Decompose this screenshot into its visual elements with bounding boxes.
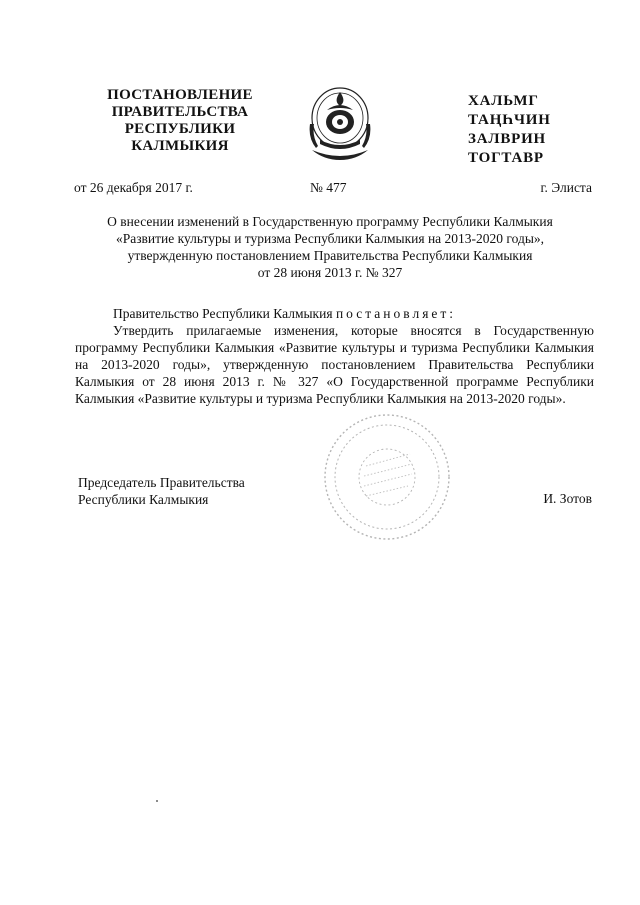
document-date: от 26 декабря 2017 г. xyxy=(74,180,193,195)
kalmykia-coat-of-arms-icon xyxy=(302,80,378,164)
resolution-verb: постановляет: xyxy=(335,306,457,321)
document-body xyxy=(75,305,594,407)
header-line: ЗАЛВРИН xyxy=(468,131,547,147)
header-line: ТОГТАВР xyxy=(468,150,544,166)
header-line: ХАЛЬМГ xyxy=(468,93,539,109)
signatory-line: Председатель Правительства xyxy=(78,475,245,490)
signatory-title xyxy=(78,474,245,508)
header-line: КАЛМЫКИЯ xyxy=(131,138,229,154)
signatory-name: И. Зотов xyxy=(543,491,592,506)
header-line: ТАҢҺЧИН xyxy=(468,112,551,128)
title-line: О внесении изменений в Государственную программу Республики Калмыкия xyxy=(107,214,553,229)
resolution-intro xyxy=(75,305,594,322)
header-line: ПОСТАНОВЛЕНИЕ xyxy=(107,87,253,103)
header-kalmyk xyxy=(468,92,568,168)
scan-speck xyxy=(156,800,158,802)
header-russian xyxy=(100,87,260,155)
signatory-line: Республики Калмыкия xyxy=(78,492,209,507)
header-line: ПРАВИТЕЛЬСТВА xyxy=(111,104,249,120)
resolution-text: Утвердить прилагаемые изменения, которые вносятся в Государственную программу Республики Калмыкия «Развитие культуры и туризма Республики Калмыкия на 2013-2020 годы», утвержденную постановлением Правительства Республики Калмыкия от 28 июня 2013 г. № 327 «О Государственной программе Республики Калмыкия «Развитие культуры и туризма Республики Калмыкия на 2013-2020 годы». xyxy=(75,323,594,406)
title-line: «Развитие культуры и туризма Республики Калмыкия на 2013-2020 годы», xyxy=(115,231,545,246)
official-seal-stamp-icon xyxy=(318,408,456,546)
document-number: № 477 xyxy=(310,180,347,195)
title-line: утвержденную постановлением Правительства Республики Калмыкия xyxy=(127,248,533,263)
document-title xyxy=(70,213,590,281)
header-line: РЕСПУБЛИКИ xyxy=(124,121,236,137)
resolution-intro-lead: Правительство Республики Калмыкия xyxy=(113,306,336,321)
document-city: г. Элиста xyxy=(540,180,592,195)
title-line: от 28 июня 2013 г. № 327 xyxy=(257,265,403,280)
